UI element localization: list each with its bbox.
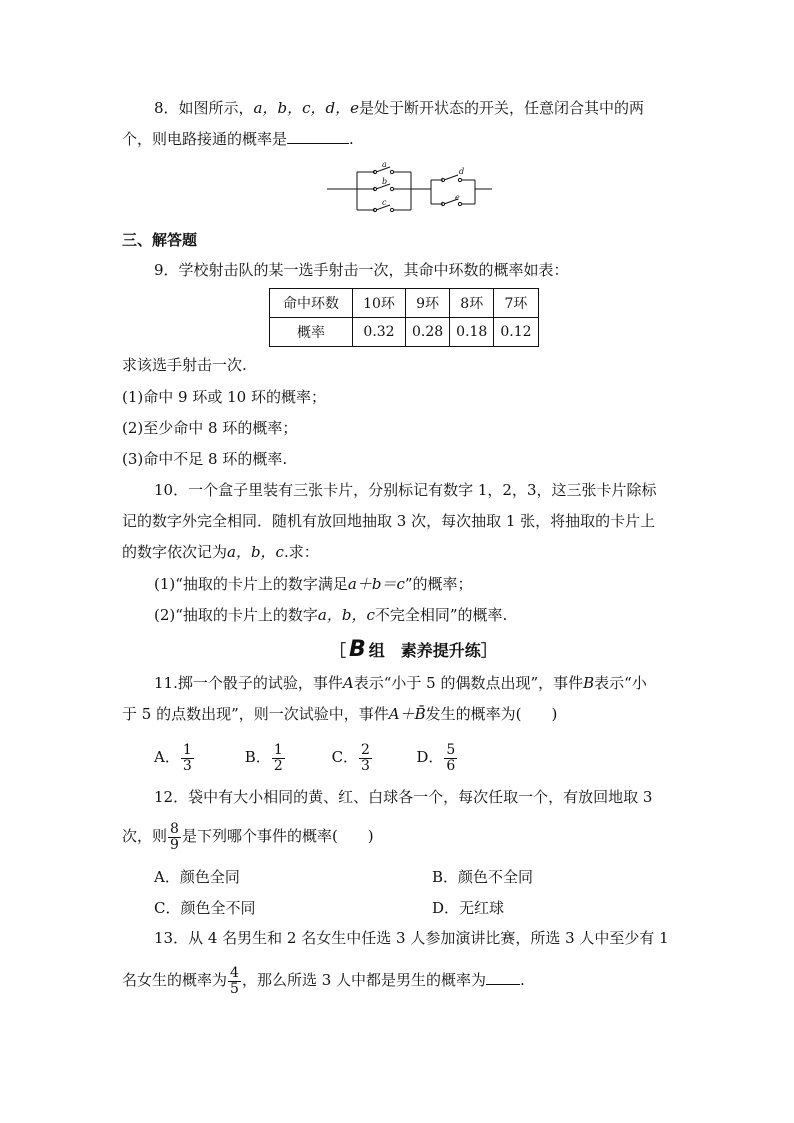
q13-line2 (122, 960, 525, 1000)
table-row (270, 318, 539, 347)
denominator: 5 (230, 980, 239, 997)
table-cell: 0.28 (406, 318, 450, 347)
option-label: B． (244, 748, 271, 766)
switch-a-label: a (382, 160, 387, 169)
bracket-close: ］ (480, 641, 497, 660)
fraction (444, 743, 457, 774)
q8-text: 8．如图所示， (154, 99, 254, 117)
q11-event-a: A (342, 674, 354, 692)
q8-vars: a，b，c，d，e (253, 99, 359, 117)
q9-part2: (2)至少命中 8 环的概率； (122, 419, 298, 437)
denominator: 3 (361, 757, 370, 774)
table-cell: 9环 (406, 289, 450, 318)
q10-line1: 10．一个盒子里装有三张卡片，分别标记有数字 1，2，3，这三张卡片除标 (154, 481, 657, 499)
option-b[interactable] (245, 737, 327, 777)
q10-p2-text-b: 不完全相同”的概率. (374, 606, 508, 624)
q12-option-c[interactable]: C．颜色全不同 (154, 899, 256, 917)
denominator: 3 (182, 757, 192, 774)
q8-answer-blank[interactable] (287, 129, 349, 144)
denominator: 6 (446, 757, 456, 774)
q13-line1: 13．从 4 名男生和 2 名女生中任选 3 人参加演讲比赛，所选 3 人中至少有 1 (154, 929, 669, 947)
q13-text: 名女生的概率为 (122, 971, 228, 989)
fraction (272, 743, 285, 774)
q10-vars: a，b，c (227, 543, 284, 561)
q12-text: 次，则 (122, 827, 168, 845)
q13-answer-blank[interactable] (486, 970, 520, 985)
option-label: A． (154, 748, 180, 766)
table-cell: 10环 (353, 289, 406, 318)
q10-text-b: .求： (283, 543, 319, 561)
switch-c-label: c (382, 198, 387, 207)
q11-line2 (122, 704, 557, 724)
q9-ask: 求该选手射击一次. (122, 356, 247, 374)
switch-b-label: b (382, 177, 388, 186)
switch-d-label: d (459, 167, 465, 176)
probability-table (269, 288, 539, 347)
q11-text-e: 发生的概率为( ) (425, 705, 558, 723)
table-cell: 8环 (450, 289, 494, 318)
switch-e-label: e (455, 193, 460, 202)
option-a[interactable] (154, 737, 240, 777)
numerator: 8 (170, 820, 179, 837)
bracket-open: ［ (330, 641, 347, 660)
q12-text-b: 是下列哪个事件的概率( ) (181, 827, 374, 845)
q8-text2: 个，则电路接通的概率是 (122, 130, 288, 148)
fraction (359, 743, 372, 774)
table-cell: 0.32 (353, 318, 406, 347)
q12-option-a[interactable]: A．颜色全同 (154, 868, 240, 886)
circuit-diagram (327, 160, 492, 217)
numerator: 4 (230, 964, 239, 981)
q11-text: 11.掷一个骰子的试验，事件 (154, 674, 343, 692)
q11-text-c: 表示“小 (594, 674, 647, 692)
q11-expression: A＋B̄ (388, 705, 426, 723)
q11-line1 (154, 673, 647, 693)
q10-line3 (122, 542, 319, 562)
q11-text-b: 表示“小于 5 的偶数点出现”，事件 (353, 674, 584, 692)
section-heading: 三、解答题 (122, 231, 198, 249)
table-cell: 概率 (270, 318, 353, 347)
q12-option-b[interactable]: B．颜色不全同 (432, 868, 534, 886)
q12-line2 (122, 818, 374, 854)
denominator: 2 (273, 757, 283, 774)
option-c[interactable] (332, 737, 412, 777)
option-label: C． (331, 748, 359, 766)
q10-part1 (154, 574, 473, 594)
q9-part1: (1)命中 9 环或 10 环的概率； (122, 388, 326, 406)
q10-p2-text: (2)“抽取的卡片上的数字 (154, 606, 318, 624)
q9-part3: (3)命中不足 8 环的概率. (122, 450, 288, 468)
table-cell: 0.18 (450, 318, 494, 347)
q10-text: 的数字依次记为 (122, 543, 228, 561)
table-cell: 0.12 (494, 318, 538, 347)
q10-line2: 记的数字外完全相同．随机有放回地抽取 3 次，每次抽取 1 张，将抽取的卡片上 (122, 512, 656, 530)
fraction (181, 743, 194, 774)
q10-part2 (154, 605, 507, 625)
numerator: 1 (273, 741, 283, 758)
q8-line2 (122, 129, 354, 149)
q13-end: . (520, 971, 525, 989)
numerator: 2 (361, 741, 370, 758)
denominator: 9 (170, 836, 179, 853)
q10-p1-equation: a＋b＝c (347, 575, 405, 593)
q10-p1-text: (1)“抽取的卡片上的数字满足 (154, 575, 348, 593)
fraction (168, 822, 181, 853)
option-label: D． (416, 748, 444, 766)
q12-option-d[interactable]: D．无红球 (432, 899, 505, 917)
option-d[interactable] (416, 737, 476, 777)
group-b-header (330, 637, 497, 662)
q13-text-b: ，那么所选 3 人中都是男生的概率为 (241, 971, 487, 989)
q11-event-b: B (583, 674, 595, 692)
table-cell: 7环 (494, 289, 538, 318)
q10-p2-vars: a，b，c (317, 606, 375, 624)
q9-intro: 9．学校射击队的某一选手射击一次，其命中环数的概率如表： (154, 261, 569, 279)
q8-line1 (154, 98, 644, 118)
table-cell: 命中环数 (270, 289, 353, 318)
group-letter: B (349, 637, 366, 662)
numerator: 1 (182, 741, 192, 758)
q11-text-d: 于 5 的点数出现”，则一次试验中，事件 (122, 705, 389, 723)
q8-end: . (349, 130, 354, 148)
fraction (228, 966, 241, 997)
group-title: 组 素养提升练 (368, 641, 481, 660)
numerator: 5 (446, 741, 456, 758)
q10-p1-text-b: ”的概率； (404, 575, 473, 593)
table-row (270, 289, 539, 318)
q8-text-b: 是处于断开状态的开关，任意闭合其中的两 (358, 99, 644, 117)
q11-options (154, 737, 476, 777)
q12-line1: 12．袋中有大小相同的黄、红、白球各一个，每次任取一个，有放回地取 3 (154, 788, 653, 806)
